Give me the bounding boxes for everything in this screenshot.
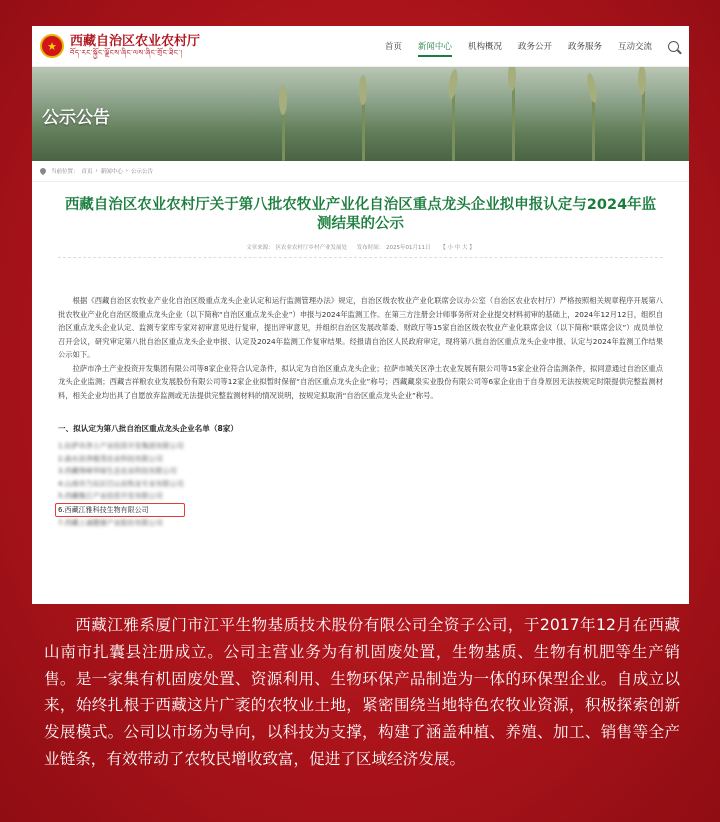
breadcrumb-notice[interactable]: 公示公告 <box>130 169 153 175</box>
list-item: 2.曲水县净植茂农业科技有限公司 <box>58 454 163 463</box>
logo-chinese: 西藏自治区农业农村厅 <box>70 34 201 49</box>
highlight-box: 6.西藏江雅科技生物有限公司 <box>55 503 185 518</box>
main-nav <box>377 40 679 52</box>
article-body <box>58 294 663 402</box>
nav-organization[interactable]: 机构概况 <box>467 42 502 52</box>
breadcrumb <box>32 161 689 182</box>
article-meta <box>58 243 663 258</box>
article-source: 文章来源： 区农业农村厅乡村产业发展处 <box>246 245 347 251</box>
search-icon[interactable] <box>668 41 679 52</box>
breadcrumb-separator: › <box>95 168 98 174</box>
paragraph: 拉萨市净土产业投资开发集团有限公司等8家企业符合认定条件，拟认定为自治区重点龙头企业；拉萨市城关区净土农业发展有限公司等15家企业符合监测条件，拟同意通过自治区重点龙头企业监测；西藏吉祥粮农业发展股份有限公司等12家企业拟暂时保留“自治区重点龙头企业”称号；西藏藏泉实业股份有限公司等6家企业由于自身原因无法按规定时限提供完整监测材料，相关企业均出具了自愿放弃监测或无法提供完整监测材料的情况说明，按规定拟取消“自治区重点龙头企业”称号。 <box>58 363 663 400</box>
list-item: 3.西藏珠峰华绿生态农业科技有限公司 <box>58 467 177 475</box>
paragraph: 根据《西藏自治区农牧业产业化自治区级重点龙头企业认定和运行监测管理办法》规定，自治区级农牧业产业化联席会议办公室（自治区农业农村厅）严格按照相关规章程序开展第八批农牧业产业化自治区级重点龙头企业（以下简称“自治区重点龙头企业”）申报与2024年监测工作。在第三方注册会计师事务所对企业提交材料初审的基础上，2024年12月12日，组织自治区重点龙头企业认定、监测专家库专家对初审意见进行复审，提出评审意见，并组织自治区发展改革委、财政厅等15家自治区级农牧业产业化联席会议（以下简称“联席会议”）成员单位召开会议，研究审定第八批自治区重点龙头企业申报、认定及2024年监测工作复审结果。经报请自治区人民政府审定，现将第八批自治区重点龙头企业申报、认定与2024年监测工作结果公示如下。 <box>58 296 663 359</box>
company-list <box>58 440 663 530</box>
logo-text <box>70 34 200 58</box>
caption-paragraph: 西藏江雅系厦门市江平生物基质技术股份有限公司全资子公司，于2017年12月在西藏山南市扎囊县注册成立。公司主营业务为有机固废处置，生物基质、生物有机肥等生产销售。是一家集有机固废处置、资源利用、生物环保产品制造为一体的环保型企业。自成立以来，始终扎根于西藏这片广袤的农牧业土地，紧密围绕当地特色农牧业资源，积极探索创新发展模式。公司以市场为导向，以科技为支撑，构建了涵盖种植、养殖、加工、销售等全产业链条，有效带动了农牧民增收致富，促进了区域经济发展。 <box>44 616 680 768</box>
breadcrumb-home[interactable]: 首页 <box>81 169 93 175</box>
nav-home[interactable]: 首页 <box>384 42 402 52</box>
page-banner <box>32 67 689 161</box>
breadcrumb-separator: › <box>125 168 128 174</box>
national-emblem-icon: ★ <box>40 34 64 58</box>
font-size-switch[interactable]: 【 小 中 大 】 <box>440 245 475 251</box>
list-item: 7.西藏上诚健康产业股份有限公司 <box>58 519 163 527</box>
banner-title: 公示公告 <box>42 108 110 128</box>
site-header <box>32 26 689 67</box>
list-item: 5.西藏雅江产业投资开发有限公司 <box>58 492 163 500</box>
article-title: 西藏自治区农业农村厅关于第八批农牧业产业化自治区重点龙头企业拟申报认定与2024年监测结果的公示 <box>64 197 657 232</box>
screenshot-frame <box>32 26 689 604</box>
breadcrumb-label: 当前位置： <box>51 169 79 175</box>
nav-services[interactable]: 政务服务 <box>567 42 602 52</box>
article-date: 发布时间： 2025年01月11日 <box>356 245 431 251</box>
list-item: 4.山南市乃东区巴山农牧业专业有限公司 <box>58 479 184 488</box>
list-item: 1.拉萨市净土产业投资开发集团有限公司 <box>58 442 184 450</box>
breadcrumb-news[interactable]: 新闻中心 <box>100 169 123 175</box>
highlighted-list-item <box>58 503 663 518</box>
article <box>32 196 689 530</box>
list-heading: 一、拟认定为第八批自治区重点龙头企业名单（8家） <box>58 424 238 433</box>
nav-news[interactable]: 新闻中心 <box>417 42 452 52</box>
site-logo[interactable] <box>40 34 200 58</box>
caption-text <box>44 612 680 773</box>
location-pin-icon <box>39 167 47 175</box>
nav-interaction[interactable]: 互动交流 <box>617 42 652 52</box>
logo-tibetan: བོད་རང་སྐྱོང་ལྗོངས་ཞིང་ལས་ཞིང་གྲོང་ཐིང་། <box>70 49 183 57</box>
nav-government-affairs[interactable]: 政务公开 <box>517 42 552 52</box>
